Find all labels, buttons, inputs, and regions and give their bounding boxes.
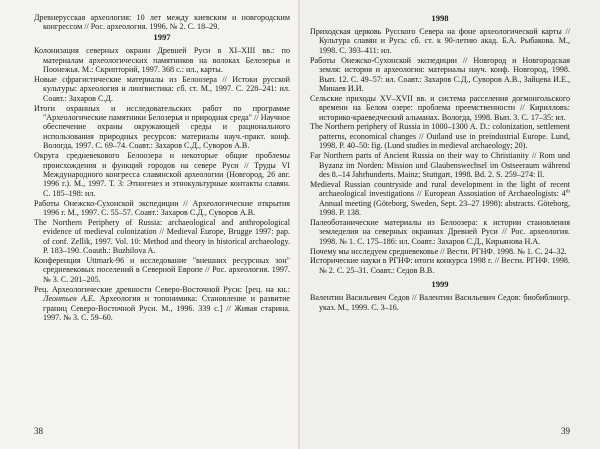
page-number-right: 39 xyxy=(561,426,570,436)
bibliography-entry: Древнерусская археология: 10 лет между киевским и новгородским конгрессом // Рос. археология. 1996. № 2. С. 18–29. xyxy=(34,13,290,32)
year-heading-1998: 1998 xyxy=(431,13,449,23)
review-entry xyxy=(34,285,290,323)
year-heading-1997: 1997 xyxy=(153,32,171,43)
bibliography-entry: The Northern Periphery of Russia: archaeological and anthropological evidence of medieval colonization // Medieval Europe, Brugge 1997: pap. of conf. Zellik, 1997. Vol. 10: Method and theory in historical archaeology. P. 183–190. Coauth.: Buzhilova A. xyxy=(34,217,290,256)
bibliography-entry: Округа средневекового Белоозера и некоторые общие проблемы происхождения и функций городов на севере Руси // Труды VI Международного конгресса славянской археологии (Новгород, 26 авг. 1996 г.). М., 1997. Т. 3: Этногенез и этнокультурные контакты славян. С. 185–198: ил. xyxy=(34,151,290,198)
bibliography-entry: Far Northern parts of Ancient Russia on their way to Christianity // Rom und Byzanz im Norden: Mission und Glaubenswechsel im Ostseeraum während des 8.–14 Jahrhunderts. Mainz; Stuttgart, 1998. Bd. 2. S. 259–274: Il. xyxy=(310,151,570,179)
entry-text-end: Annual meeting (Göteborg, Sweden, Sept. 23–27 1998): abstracts. Göteborg, 1998. P. 138. xyxy=(319,198,570,218)
bibliography-entry: Новые сфрагистические материалы из Белоозера // Истоки русской культуры: археология и лингвистика: сб. ст. М., 1997. С. 228–241: ил. Соавт.: Захаров С.Д. xyxy=(34,74,290,103)
bibliography-entry: Валентин Васильевич Седов // Валентин Васильевич Седов: биобиблиогр. указ. М., 1999. С. 3–16. xyxy=(310,293,570,312)
bibliography-entry: Палеоботанические материалы из Белоозера: к истории становления земледелия на северных окраинах Древней Руси // Рос. археология. 1998. № 1. С. 175–186: ил. Соавт.: Захаров С.Д., Кирьянова Н.А. xyxy=(310,217,570,246)
bibliography-entry: Конференция Uttmark-96 и исследование "внешних ресурсных зон" средневековых поселений в Северной Европе // Рос. археология. 1997. № 3. С. 201–205. xyxy=(34,255,290,284)
bibliography-entry: Работы Онежско-Сухонской экспедиции // Археологические открытия 1996 г. М., 1997. С. 55–57. Соавт.: Захаров С.Д., Суворов А.В. xyxy=(34,198,290,218)
review-text-start: Рец. Археологические древности Северо-Восточной Руси: [рец. на кн.: xyxy=(34,284,290,294)
entry-text-start: Medieval Russian countryside and rural development in the light of recent archaeological investigations // European Assosiation of Archaeologists: 4 xyxy=(310,179,570,199)
bibliography-entry: Приходская церковь Русского Севера на фоне археологической карты // Культура славян и Русь: сб. ст. к 90-летию акад. Б.А. Рыбакова. М., 1998. С. 393–411: ил. xyxy=(310,27,570,55)
bibliography-entry xyxy=(310,180,570,218)
bibliography-entry: The Northern periphery of Russia in 1000–1300 A. D.: colonization, settlement patterns, economical changes // Outland use in preindustrial Europe. Lund, 1998. P. 40–50: fig. (Lund studies in medieval archaeology; 20). xyxy=(310,122,570,151)
ordinal-superscript: th xyxy=(565,188,570,195)
bibliography-entry: Сельские приходы XV–XVII вв. и система расселения догмонгольского времени на Белом озере: проблема преемственности // Кирилловъ: историко-краеведческий альманах. Вологда, 1998. Вып. 3. С. 17–35: ил. xyxy=(310,93,570,122)
bibliography-entry: Почему мы исследуем средневековье // Вести. РГНФ. 1998. № 1. С. 24–32. xyxy=(310,246,567,256)
year-heading-1999: 1999 xyxy=(431,279,449,290)
review-text-end: Археология и топонимика: Становление и развитие границ Северо-Восточной Руси. М., 1996. 339 с.] // Живая старина. 1997. № 3. С. 59–60. xyxy=(43,294,290,322)
bibliography-entry: Итоги охранных и исследовательских работ по программе "Археологические памятники Белозерья и природная среда" // Научное обеспечение охраны окружающей среды и рационального использования природных ресурсов: материалы науч.-практ. конф. Вологда, 1997. С. 69–74. Соавт.: Захаров С.Д., Суворов А.В. xyxy=(34,103,290,151)
bibliography-entry: Исторические науки в РГНФ: итоги конкурса 1998 г. // Вести. РГНФ. 1998. № 2. С. 25–31. Соавт.: Седов В.В. xyxy=(310,256,570,275)
page-number-left: 38 xyxy=(34,426,43,436)
bibliography-entry: Колонизация северных окраин Древней Руси в XI–XIII вв.: по материалам археологических памятников на волоках Белозерья и Поонежья. М.: Скрипторий, 1997. 368 с.: ил., карты. xyxy=(34,46,290,75)
bibliography-entry: Работы Онежско-Сухонской экспедиции // Новгород и Новгородская земля: история и археология: материалы науч. конф. Новгород, 1998. Вып. 12. С. 49–57: ил. Соавт.: Захаров С.Д., Суворов А.В., Зайцева И.Е., Минаев И.И. xyxy=(310,55,570,94)
review-author: Леонтьев А.Е. xyxy=(43,294,96,304)
right-page xyxy=(300,0,600,449)
